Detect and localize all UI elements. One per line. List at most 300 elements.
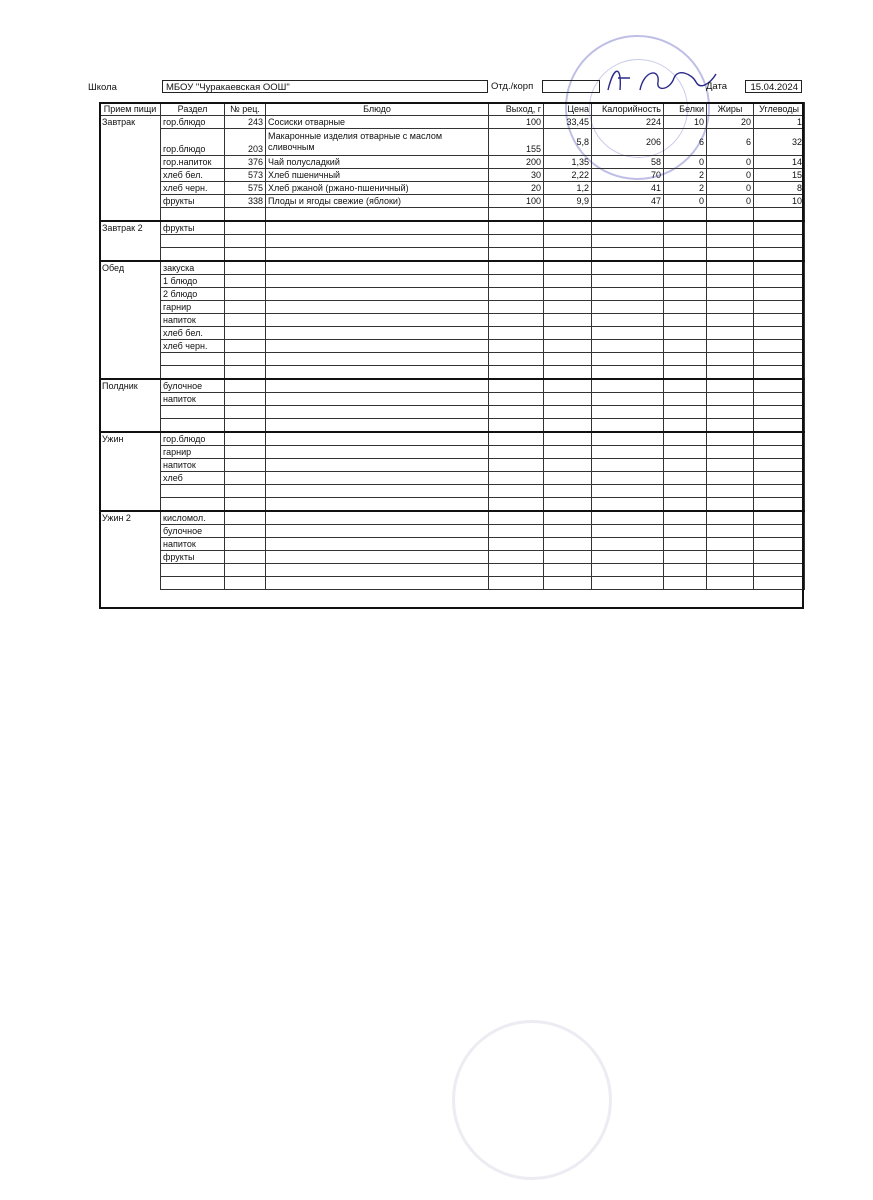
table-cell xyxy=(592,564,664,577)
table-cell xyxy=(664,459,707,472)
price-value: 1,2 xyxy=(544,182,592,195)
fat-value: 0 xyxy=(707,156,754,169)
table-cell xyxy=(754,511,805,525)
table-cell xyxy=(664,485,707,498)
table-row xyxy=(100,393,805,406)
table-cell xyxy=(225,577,266,590)
table-cell xyxy=(707,551,754,564)
table-cell xyxy=(544,459,592,472)
section-cell: гор.блюдо xyxy=(161,116,225,129)
table-row xyxy=(100,116,805,129)
table-row xyxy=(100,446,805,459)
meal-cell xyxy=(100,551,161,564)
table-cell xyxy=(544,275,592,288)
table-row xyxy=(100,472,805,485)
table-cell xyxy=(489,261,544,275)
meal-cell xyxy=(100,485,161,498)
table-row xyxy=(100,340,805,353)
table-row xyxy=(100,525,805,538)
section-cell xyxy=(161,248,225,262)
col-header: Жиры xyxy=(707,103,754,116)
table-cell xyxy=(707,235,754,248)
table-cell xyxy=(592,327,664,340)
table-cell xyxy=(489,459,544,472)
table-cell xyxy=(489,564,544,577)
table-cell xyxy=(225,301,266,314)
table-cell xyxy=(266,248,489,262)
table-cell xyxy=(754,248,805,262)
col-header: Белки xyxy=(664,103,707,116)
calories-value: 206 xyxy=(592,129,664,156)
table-cell xyxy=(266,366,489,380)
table-cell xyxy=(664,551,707,564)
protein-value: 0 xyxy=(664,156,707,169)
table-cell xyxy=(592,221,664,235)
table-cell xyxy=(592,393,664,406)
table-cell xyxy=(592,446,664,459)
table-row xyxy=(100,485,805,498)
table-cell xyxy=(225,459,266,472)
table-cell xyxy=(544,485,592,498)
table-cell xyxy=(754,525,805,538)
table-cell xyxy=(664,208,707,222)
section-cell: хлеб черн. xyxy=(161,340,225,353)
table-cell xyxy=(544,551,592,564)
calories-value: 47 xyxy=(592,195,664,208)
meal-cell xyxy=(100,169,161,182)
table-cell xyxy=(489,353,544,366)
table-cell xyxy=(664,353,707,366)
fat-value: 0 xyxy=(707,169,754,182)
table-cell xyxy=(707,393,754,406)
table-cell xyxy=(489,314,544,327)
meal-cell xyxy=(100,419,161,433)
table-cell xyxy=(592,577,664,590)
table-cell xyxy=(489,301,544,314)
table-row xyxy=(100,577,805,590)
table-row xyxy=(100,288,805,301)
table-cell xyxy=(544,446,592,459)
table-cell xyxy=(664,221,707,235)
table-cell xyxy=(707,406,754,419)
menu-table xyxy=(99,102,805,590)
table-cell xyxy=(489,551,544,564)
table-cell xyxy=(225,221,266,235)
table-cell xyxy=(544,393,592,406)
table-cell xyxy=(225,511,266,525)
meal-cell xyxy=(100,208,161,222)
table-cell xyxy=(754,261,805,275)
section-cell: 1 блюдо xyxy=(161,275,225,288)
table-row xyxy=(100,551,805,564)
table-cell xyxy=(489,538,544,551)
dish-name: Чай полусладкий xyxy=(266,156,489,169)
table-cell xyxy=(754,353,805,366)
table-cell xyxy=(225,235,266,248)
table-cell xyxy=(266,314,489,327)
table-cell xyxy=(544,314,592,327)
section-cell xyxy=(161,498,225,512)
table-cell xyxy=(266,353,489,366)
dish-name: Макаронные изделия отварные с маслом сливочным xyxy=(266,129,489,156)
table-cell xyxy=(225,432,266,446)
table-cell xyxy=(489,498,544,512)
table-cell xyxy=(225,564,266,577)
table-header-row xyxy=(100,103,805,116)
table-row xyxy=(100,419,805,433)
table-cell xyxy=(592,498,664,512)
table-cell xyxy=(225,419,266,433)
table-cell xyxy=(489,472,544,485)
section-cell: гор.напиток xyxy=(161,156,225,169)
fat-value: 0 xyxy=(707,195,754,208)
table-row xyxy=(100,208,805,222)
recipe-number: 376 xyxy=(225,156,266,169)
meal-cell xyxy=(100,406,161,419)
protein-value: 6 xyxy=(664,129,707,156)
table-cell xyxy=(707,472,754,485)
table-cell xyxy=(489,379,544,393)
table-cell xyxy=(592,459,664,472)
table-cell xyxy=(489,248,544,262)
table-cell xyxy=(544,340,592,353)
table-cell xyxy=(707,419,754,433)
table-cell xyxy=(664,511,707,525)
table-cell xyxy=(225,340,266,353)
meal-cell xyxy=(100,446,161,459)
table-cell xyxy=(592,301,664,314)
table-cell xyxy=(664,235,707,248)
protein-value: 2 xyxy=(664,182,707,195)
meal-cell xyxy=(100,525,161,538)
meal-cell xyxy=(100,577,161,590)
table-cell xyxy=(707,564,754,577)
recipe-number: 338 xyxy=(225,195,266,208)
table-row xyxy=(100,221,805,235)
table-cell xyxy=(489,432,544,446)
table-cell xyxy=(489,208,544,222)
table-cell xyxy=(489,235,544,248)
table-cell xyxy=(225,393,266,406)
table-cell xyxy=(489,525,544,538)
table-cell xyxy=(707,511,754,525)
section-cell: фрукты xyxy=(161,551,225,564)
meal-cell xyxy=(100,182,161,195)
section-cell xyxy=(161,577,225,590)
table-cell xyxy=(707,248,754,262)
table-cell xyxy=(592,340,664,353)
section-cell xyxy=(161,235,225,248)
table-cell xyxy=(707,314,754,327)
table-cell xyxy=(544,525,592,538)
table-row xyxy=(100,406,805,419)
table-cell xyxy=(707,459,754,472)
table-cell xyxy=(225,538,266,551)
section-cell: напиток xyxy=(161,459,225,472)
table-cell xyxy=(544,538,592,551)
table-row xyxy=(100,459,805,472)
table-cell xyxy=(664,472,707,485)
fat-value: 6 xyxy=(707,129,754,156)
price-value: 1,35 xyxy=(544,156,592,169)
table-cell xyxy=(489,221,544,235)
table-cell xyxy=(544,288,592,301)
table-cell xyxy=(754,446,805,459)
table-cell xyxy=(544,261,592,275)
table-cell xyxy=(664,525,707,538)
table-row xyxy=(100,195,805,208)
table-cell xyxy=(544,432,592,446)
table-cell xyxy=(266,525,489,538)
table-cell xyxy=(664,248,707,262)
carbs-value: 14 xyxy=(754,156,805,169)
section-cell: закуска xyxy=(161,261,225,275)
col-header: Раздел xyxy=(161,103,225,116)
section-cell: напиток xyxy=(161,393,225,406)
table-cell xyxy=(664,538,707,551)
yield-value: 200 xyxy=(489,156,544,169)
price-value: 5,8 xyxy=(544,129,592,156)
table-cell xyxy=(592,366,664,380)
table-cell xyxy=(266,340,489,353)
meal-name: Ужин 2 xyxy=(100,511,161,525)
price-value: 9,9 xyxy=(544,195,592,208)
table-cell xyxy=(544,221,592,235)
table-cell xyxy=(544,327,592,340)
table-cell xyxy=(592,353,664,366)
table-cell xyxy=(707,432,754,446)
section-cell xyxy=(161,485,225,498)
table-cell xyxy=(225,379,266,393)
table-cell xyxy=(707,340,754,353)
table-cell xyxy=(592,248,664,262)
table-cell xyxy=(664,275,707,288)
col-header: Калорийность xyxy=(592,103,664,116)
col-header: Прием пищи xyxy=(100,103,161,116)
table-row xyxy=(100,261,805,275)
table-cell xyxy=(544,472,592,485)
calories-value: 224 xyxy=(592,116,664,129)
calories-value: 70 xyxy=(592,169,664,182)
meal-cell xyxy=(100,195,161,208)
table-cell xyxy=(754,472,805,485)
section-cell xyxy=(161,564,225,577)
date-label: Дата xyxy=(706,81,728,92)
table-cell xyxy=(707,485,754,498)
table-cell xyxy=(754,577,805,590)
yield-value: 20 xyxy=(489,182,544,195)
table-cell xyxy=(266,235,489,248)
col-header: Углеводы xyxy=(754,103,805,116)
table-cell xyxy=(707,525,754,538)
table-cell xyxy=(544,419,592,433)
section-cell xyxy=(161,366,225,380)
table-cell xyxy=(754,327,805,340)
date-field: 15.04.2024 xyxy=(745,80,802,93)
table-cell xyxy=(544,498,592,512)
table-cell xyxy=(592,472,664,485)
table-cell xyxy=(664,577,707,590)
table-cell xyxy=(489,275,544,288)
table-row xyxy=(100,432,805,446)
table-cell xyxy=(664,432,707,446)
table-cell xyxy=(664,366,707,380)
table-cell xyxy=(266,393,489,406)
section-cell: кисломол. xyxy=(161,511,225,525)
table-row xyxy=(100,327,805,340)
table-cell xyxy=(266,551,489,564)
table-cell xyxy=(266,577,489,590)
table-cell xyxy=(754,432,805,446)
yield-value: 155 xyxy=(489,129,544,156)
table-row xyxy=(100,301,805,314)
section-cell: хлеб черн. xyxy=(161,182,225,195)
school-label: Школа xyxy=(88,82,117,93)
table-cell xyxy=(544,248,592,262)
table-cell xyxy=(266,301,489,314)
table-cell xyxy=(544,366,592,380)
table-cell xyxy=(225,366,266,380)
meal-cell xyxy=(100,353,161,366)
table-cell xyxy=(664,498,707,512)
table-row xyxy=(100,498,805,512)
table-cell xyxy=(592,208,664,222)
table-cell xyxy=(592,261,664,275)
table-cell xyxy=(266,472,489,485)
table-cell xyxy=(225,551,266,564)
table-row xyxy=(100,169,805,182)
table-cell xyxy=(489,327,544,340)
dish-name: Сосиски отварные xyxy=(266,116,489,129)
table-cell xyxy=(707,446,754,459)
table-cell xyxy=(225,446,266,459)
table-cell xyxy=(754,406,805,419)
table-cell xyxy=(489,511,544,525)
table-cell xyxy=(225,498,266,512)
table-row xyxy=(100,353,805,366)
dish-name: Хлеб пшеничный xyxy=(266,169,489,182)
meal-cell xyxy=(100,366,161,380)
meal-cell xyxy=(100,472,161,485)
table-cell xyxy=(225,314,266,327)
table-cell xyxy=(754,301,805,314)
section-cell: булочное xyxy=(161,379,225,393)
dish-name: Плоды и ягоды свежие (яблоки) xyxy=(266,195,489,208)
table-cell xyxy=(544,511,592,525)
table-cell xyxy=(489,340,544,353)
section-cell xyxy=(161,353,225,366)
table-cell xyxy=(754,498,805,512)
school-name-field: МБОУ "Чуракаевская ООШ" xyxy=(162,80,488,93)
table-row xyxy=(100,129,805,156)
table-cell xyxy=(664,419,707,433)
yield-value: 100 xyxy=(489,116,544,129)
table-cell xyxy=(266,459,489,472)
table-cell xyxy=(225,406,266,419)
table-row xyxy=(100,379,805,393)
table-cell xyxy=(592,551,664,564)
table-cell xyxy=(707,221,754,235)
table-cell xyxy=(592,419,664,433)
meal-cell xyxy=(100,314,161,327)
col-header: Блюдо xyxy=(266,103,489,116)
table-cell xyxy=(544,406,592,419)
table-cell xyxy=(592,485,664,498)
table-cell xyxy=(664,340,707,353)
meal-cell xyxy=(100,340,161,353)
table-cell xyxy=(754,235,805,248)
price-value: 2,22 xyxy=(544,169,592,182)
meal-cell xyxy=(100,275,161,288)
dish-name: Хлеб ржаной (ржано-пшеничный) xyxy=(266,182,489,195)
table-cell xyxy=(754,366,805,380)
meal-cell xyxy=(100,538,161,551)
table-row xyxy=(100,235,805,248)
table-row xyxy=(100,511,805,525)
table-cell xyxy=(489,577,544,590)
table-cell xyxy=(266,538,489,551)
meal-cell xyxy=(100,459,161,472)
table-cell xyxy=(266,432,489,446)
table-cell xyxy=(707,353,754,366)
table-row xyxy=(100,248,805,262)
protein-value: 10 xyxy=(664,116,707,129)
table-cell xyxy=(592,379,664,393)
table-cell xyxy=(754,419,805,433)
dept-label: Отд./корп xyxy=(491,81,534,92)
recipe-number: 243 xyxy=(225,116,266,129)
table-cell xyxy=(592,525,664,538)
table-cell xyxy=(664,406,707,419)
section-cell: напиток xyxy=(161,314,225,327)
table-cell xyxy=(544,235,592,248)
meal-cell xyxy=(100,301,161,314)
carbs-value: 10 xyxy=(754,195,805,208)
table-cell xyxy=(225,327,266,340)
table-cell xyxy=(707,301,754,314)
table-cell xyxy=(266,419,489,433)
table-cell xyxy=(266,221,489,235)
table-cell xyxy=(266,288,489,301)
table-cell xyxy=(754,564,805,577)
table-cell xyxy=(664,314,707,327)
section-cell: гор.блюдо xyxy=(161,432,225,446)
table-cell xyxy=(707,366,754,380)
table-cell xyxy=(664,446,707,459)
table-cell xyxy=(266,485,489,498)
price-value: 33,45 xyxy=(544,116,592,129)
col-header: Цена xyxy=(544,103,592,116)
table-cell xyxy=(707,498,754,512)
yield-value: 30 xyxy=(489,169,544,182)
table-row xyxy=(100,314,805,327)
table-cell xyxy=(754,485,805,498)
table-cell xyxy=(664,379,707,393)
meal-name: Завтрак 2 xyxy=(100,221,161,235)
meal-cell xyxy=(100,288,161,301)
meal-cell xyxy=(100,248,161,262)
carbs-value: 8 xyxy=(754,182,805,195)
table-cell xyxy=(544,208,592,222)
table-cell xyxy=(266,261,489,275)
table-cell xyxy=(489,288,544,301)
table-cell xyxy=(754,275,805,288)
table-cell xyxy=(266,208,489,222)
table-cell xyxy=(592,511,664,525)
table-cell xyxy=(664,564,707,577)
table-cell xyxy=(266,406,489,419)
table-cell xyxy=(754,208,805,222)
